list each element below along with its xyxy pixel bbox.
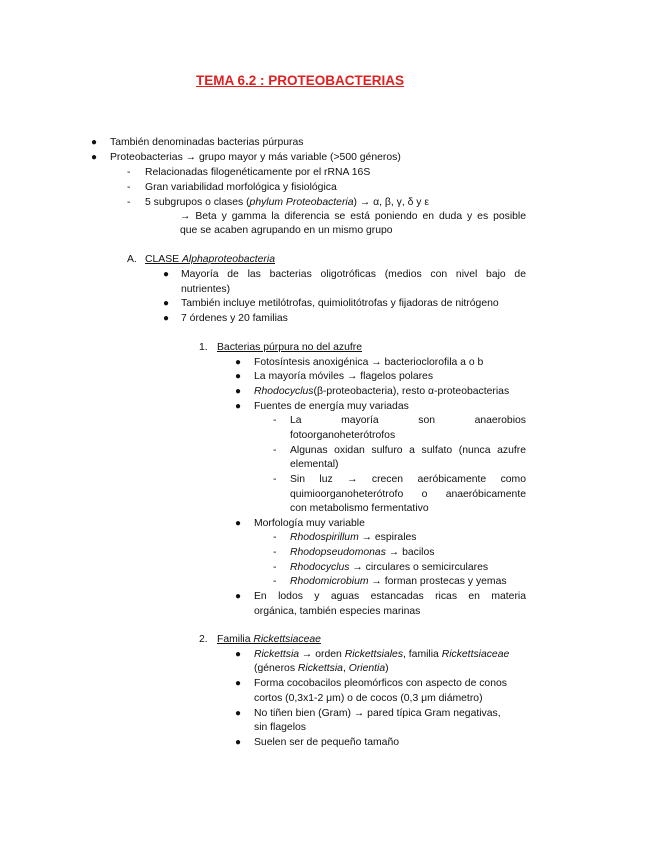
sec2-bullet-4: Suelen ser de pequeño tamaño <box>254 737 400 748</box>
section-2-heading: Familia Rickettsiaceae <box>217 634 321 645</box>
dash-icon: - <box>273 547 277 558</box>
sec1-bullet-6-line-2: orgánica, también especies marinas <box>254 606 421 617</box>
intro-dash-2: Gran variabilidad morfológica y fisiológica <box>145 182 337 193</box>
class-a-bullet-2: También incluye metilótrofas, quimiolitótrofas y fijadoras de nitrógeno <box>181 298 499 309</box>
dash-icon: - <box>273 445 277 456</box>
morphology-item-4: Rhodomicrobium → forman prostecas y yemas <box>290 576 507 587</box>
energy-item-1-line-2: fotoorganoheterótrofos <box>290 430 396 441</box>
sec1-bullet-1: Fotosíntesis anoxigénica → bacterioclorofila a o b <box>254 357 484 368</box>
section-a-heading: CLASE Alphaproteobacteria <box>145 254 275 265</box>
sec2-bullet-3-line-1: No tiñen bien (Gram) → pared típica Gram negativas, <box>254 708 501 719</box>
dash-icon: - <box>127 167 131 178</box>
intro-dash-1: Relacionadas filogenéticamente por el rRNA 16S <box>145 167 371 178</box>
energy-item-2-line-2: elemental) <box>290 459 339 470</box>
arrow-note-line-1: → Beta y gamma la diferencia se está poniendo en duda y es posible <box>180 211 526 222</box>
dash-icon: - <box>273 415 277 426</box>
sec2-bullet-2-line-2: cortos (0,3x1-2 μm) o de cocos (0,3 μm diámetro) <box>254 693 483 704</box>
bullet-icon: ● <box>235 708 242 719</box>
bullet-icon: ● <box>235 386 242 397</box>
intro-dash-3: 5 subgrupos o clases (phylum Proteobacteria) → α, β, γ, δ y ε <box>145 197 430 208</box>
energy-item-3-line-1: Sin luz → crecen aeróbicamente como <box>290 474 526 485</box>
dash-icon: - <box>127 197 131 208</box>
energy-item-2-line-1: Algunas oxidan sulfuro a sulfato (nunca azufre <box>290 445 526 456</box>
intro-bullet-2: Proteobacterias → grupo mayor y más variable (>500 géneros) <box>110 152 401 163</box>
bullet-icon: ● <box>235 591 242 602</box>
sec2-bullet-3-line-2: sin flagelos <box>254 722 306 733</box>
sec2-bullet-1-line-2: (géneros Rickettsia, Orientia) <box>254 663 389 674</box>
morphology-item-2: Rhodopseudomonas → bacilos <box>290 547 435 558</box>
section-a-marker: A. <box>127 254 137 265</box>
bullet-icon: ● <box>163 269 170 280</box>
dash-icon: - <box>127 182 131 193</box>
bullet-icon: ● <box>235 401 242 412</box>
page-title: TEMA 6.2 : PROTEOBACTERIAS <box>195 73 405 88</box>
bullet-icon: ● <box>235 737 242 748</box>
bullet-icon: ● <box>235 357 242 368</box>
bullet-icon: ● <box>163 313 170 324</box>
energy-item-3-line-3: con metabolismo fermentativo <box>290 503 429 514</box>
bullet-icon: ● <box>91 137 98 148</box>
dash-icon: - <box>273 474 277 485</box>
morphology-item-3: Rhodocyclus → circulares o semicirculares <box>290 562 489 573</box>
sec1-bullet-3: Rhodocyclus(β-proteobacteria), resto α-proteobacterias <box>254 386 510 397</box>
dash-icon: - <box>273 562 277 573</box>
bullet-icon: ● <box>235 678 242 689</box>
section-2-marker: 2. <box>199 634 208 645</box>
class-a-bullet-3: 7 órdenes y 20 familias <box>181 313 288 324</box>
sec1-bullet-5: Morfología muy variable <box>254 518 365 529</box>
bullet-icon: ● <box>235 371 242 382</box>
section-1-marker: 1. <box>199 342 208 353</box>
class-a-bullet-1-line-2: nutrientes) <box>181 284 231 295</box>
bullet-icon: ● <box>235 649 242 660</box>
bullet-icon: ● <box>91 152 98 163</box>
energy-item-3-line-2: quimioorganoheterótrofo o anaeróbicamente <box>290 489 526 500</box>
intro-bullet-1: También denominadas bacterias púrpuras <box>110 137 304 148</box>
class-a-bullet-1-line-1: Mayoría de las bacterias oligotróficas (medios con nivel bajo de <box>181 269 526 280</box>
sec1-bullet-4: Fuentes de energía muy variadas <box>254 401 409 412</box>
section-1-heading: Bacterias púrpura no del azufre <box>217 342 362 353</box>
dash-icon: - <box>273 576 277 587</box>
sec2-bullet-1-line-1: Rickettsia → orden Rickettsiales, familia Rickettsiaceae <box>254 649 510 660</box>
morphology-item-1: Rhodospirillum → espirales <box>290 532 417 543</box>
bullet-icon: ● <box>235 518 242 529</box>
dash-icon: - <box>273 532 277 543</box>
sec1-bullet-6-line-1: En lodos y aguas estancadas ricas en materia <box>254 591 526 602</box>
bullet-icon: ● <box>163 298 170 309</box>
sec1-bullet-2: La mayoría móviles → flagelos polares <box>254 371 434 382</box>
sec2-bullet-2-line-1: Forma cocobacilos pleomórficos con aspecto de conos <box>254 678 507 689</box>
energy-item-1-line-1: La mayoría son anaerobios <box>290 415 526 426</box>
arrow-note-line-2: que se acaben agrupando en un mismo grupo <box>180 225 393 236</box>
